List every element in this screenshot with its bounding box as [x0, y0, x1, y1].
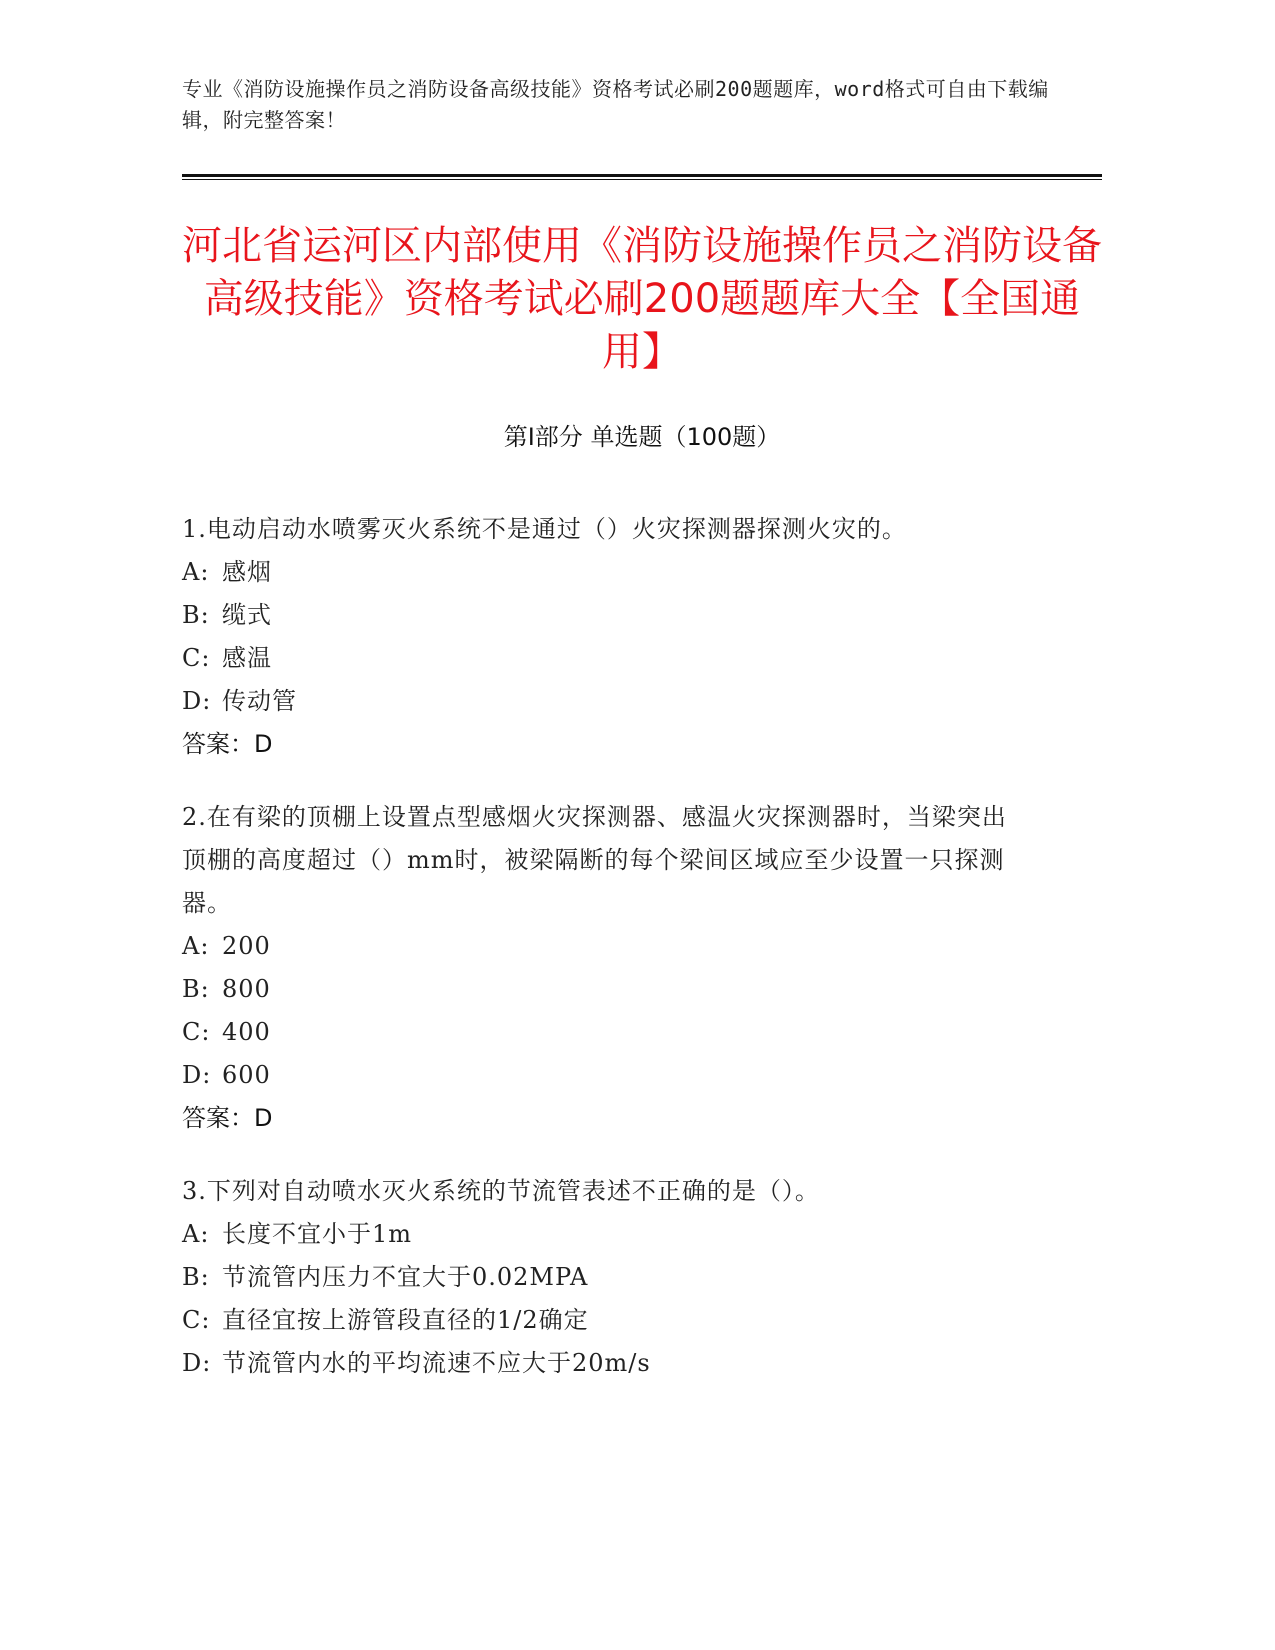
option-text: 400 [222, 1018, 271, 1046]
option-letter: D: [182, 687, 212, 715]
question-stem: 2.在有梁的顶棚上设置点型感烟火灾探测器、感温火灾探测器时，当梁突出顶棚的高度超过（）mm时，被梁隔断的每个梁间区域应至少设置一只探测器。 [182, 803, 1007, 917]
option-text: 200 [222, 932, 271, 960]
option-text: 节流管内压力不宜大于0.02MPA [222, 1263, 589, 1291]
option-letter: B: [182, 601, 210, 629]
option-text: 800 [222, 975, 271, 1003]
option-letter: C: [182, 1306, 211, 1334]
option-text: 节流管内水的平均流速不应大于20m/s [222, 1349, 651, 1377]
option-d [182, 1054, 1022, 1097]
question-stem: 1.电动启动水喷雾灭火系统不是通过（）火灾探测器探测火灾的。 [182, 515, 907, 543]
option-b [182, 594, 1022, 637]
option-text: 600 [222, 1061, 271, 1089]
option-b [182, 968, 1022, 1011]
option-a [182, 551, 1022, 594]
option-text: 直径宜按上游管段直径的1/2确定 [222, 1306, 589, 1334]
section-title: 第I部分 单选题（100题） [503, 423, 781, 451]
option-d [182, 680, 1022, 723]
option-letter: B: [182, 975, 210, 1003]
option-letter: D: [182, 1349, 212, 1377]
option-b [182, 1256, 1022, 1299]
option-a [182, 1213, 1022, 1256]
option-text: 长度不宜小于1m [222, 1220, 413, 1248]
option-letter: A: [182, 1220, 210, 1248]
option-text: 感烟 [222, 558, 272, 586]
header-divider-thin [182, 179, 1102, 180]
option-a [182, 925, 1022, 968]
option-d [182, 1342, 1022, 1385]
question-list [182, 508, 1022, 1415]
option-c [182, 637, 1022, 680]
option-letter: C: [182, 1018, 211, 1046]
header-divider-thick [182, 174, 1102, 177]
document-title: 河北省运河区内部使用《消防设施操作员之消防设备高级技能》资格考试必刷200题题库大全【全国通用】 [182, 223, 1102, 375]
option-c [182, 1299, 1022, 1342]
question-2 [182, 796, 1022, 1140]
option-letter: D: [182, 1061, 212, 1089]
option-letter: A: [182, 558, 210, 586]
answer: 答案：D [182, 730, 273, 758]
option-letter: B: [182, 1263, 210, 1291]
option-c [182, 1011, 1022, 1054]
option-text: 传动管 [222, 687, 297, 715]
option-letter: C: [182, 644, 211, 672]
option-letter: A: [182, 932, 210, 960]
question-stem: 3.下列对自动喷水灭火系统的节流管表述不正确的是（）。 [182, 1177, 820, 1205]
question-1 [182, 508, 1022, 766]
question-3 [182, 1170, 1022, 1385]
option-text: 感温 [222, 644, 272, 672]
header-note: 专业《消防设施操作员之消防设备高级技能》资格考试必刷200题题库，word格式可自由下载编辑，附完整答案！ [182, 77, 1049, 132]
option-text: 缆式 [222, 601, 272, 629]
answer: 答案：D [182, 1104, 273, 1132]
